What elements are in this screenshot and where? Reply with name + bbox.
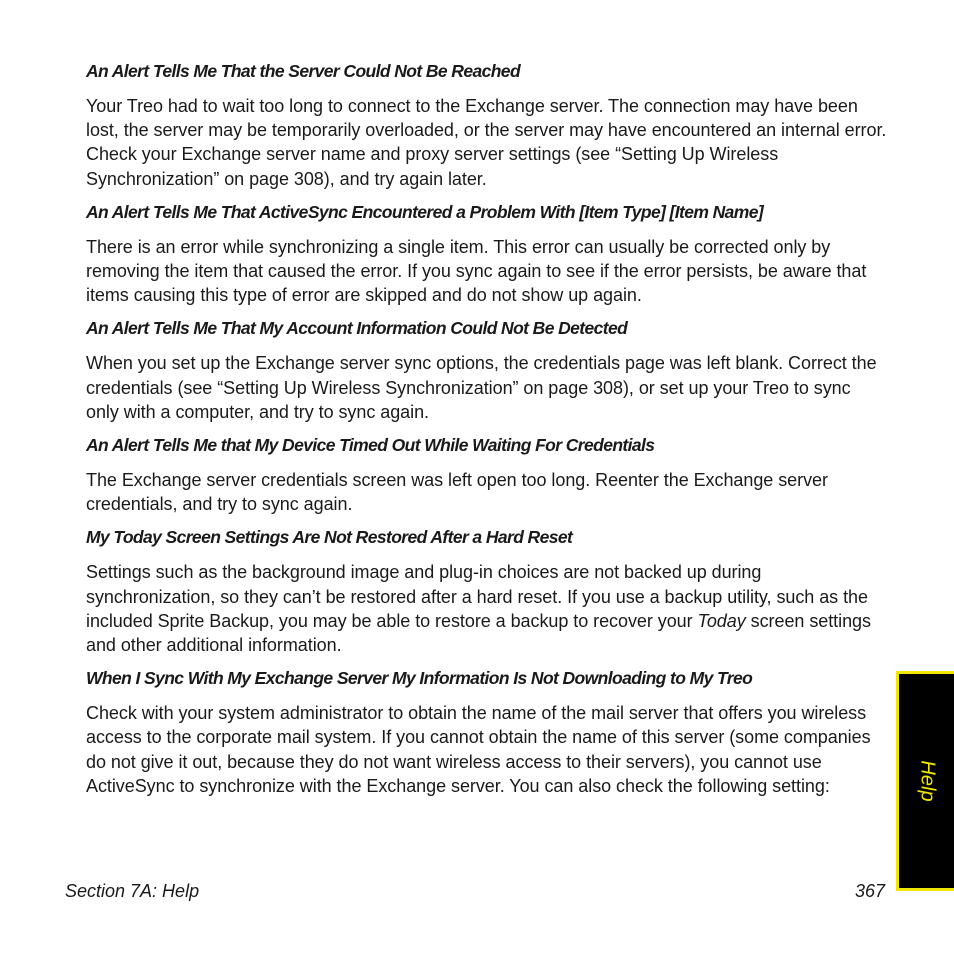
body-text: Settings such as the background image and plug-in choices are not backed up during synchronization, so they can’t be restored after a hard reset. If you use a backup utility, such as the included Sprite Backup, you may be able to restore a backup to recover your xyxy=(86,562,868,631)
section-heading: An Alert Tells Me that My Device Timed Out While Waiting For Credentials xyxy=(86,435,655,456)
section-body: Check with your system administrator to obtain the name of the mail server that offers you wireless access to the corporate mail system. If you cannot obtain the name of this server (some companies do not give it out, because they do not want wireless access to their servers), you cannot use ActiveSync to synchronize with the Exchange server. You can also check the following setting: xyxy=(86,703,871,796)
emphasis-text: Today xyxy=(697,610,746,631)
section-body: There is an error while synchronizing a single item. This error can usually be corrected only by removing the item that caused the error. If you sync again to see if the error persists, be aware that items causing this type of error are skipped and do not show up again. xyxy=(86,236,867,306)
section-body: When you set up the Exchange server sync options, the credentials page was left blank. Correct the credentials (see “Setting Up Wireless Synchronization” on page 308), or set up your Treo to sync only with a computer, and try to sync again. xyxy=(86,353,877,422)
section-body xyxy=(86,560,888,657)
side-tab-help xyxy=(896,671,954,891)
body-text: screen settings and other additional information. xyxy=(86,610,871,656)
section-heading: An Alert Tells Me That ActiveSync Encountered a Problem With [Item Type] [Item Name] xyxy=(86,201,764,222)
section-heading: When I Sync With My Exchange Server My Information Is Not Downloading to My Treo xyxy=(86,668,753,689)
footer-section-label: Section 7A: Help xyxy=(65,881,200,901)
side-tab-label: Help xyxy=(916,760,938,802)
section-body: The Exchange server credentials screen was left open too long. Reenter the Exchange server credentials, and try to sync again. xyxy=(86,470,828,515)
section-heading: An Alert Tells Me That the Server Could Not Be Reached xyxy=(86,61,521,81)
footer-page-number: 367 xyxy=(855,881,886,901)
section-body: Your Treo had to wait too long to connect to the Exchange server. The connection may have been lost, the server may be temporarily overloaded, or the server may have encountered an internal error. Check your Exchange server name and proxy server settings (see “Setting Up Wireless Synchronization” on page 308), and try again later. xyxy=(86,96,887,189)
section-heading: An Alert Tells Me That My Account Information Could Not Be Detected xyxy=(86,318,628,339)
section-heading: My Today Screen Settings Are Not Restored After a Hard Reset xyxy=(86,527,573,548)
page-content xyxy=(86,59,888,798)
